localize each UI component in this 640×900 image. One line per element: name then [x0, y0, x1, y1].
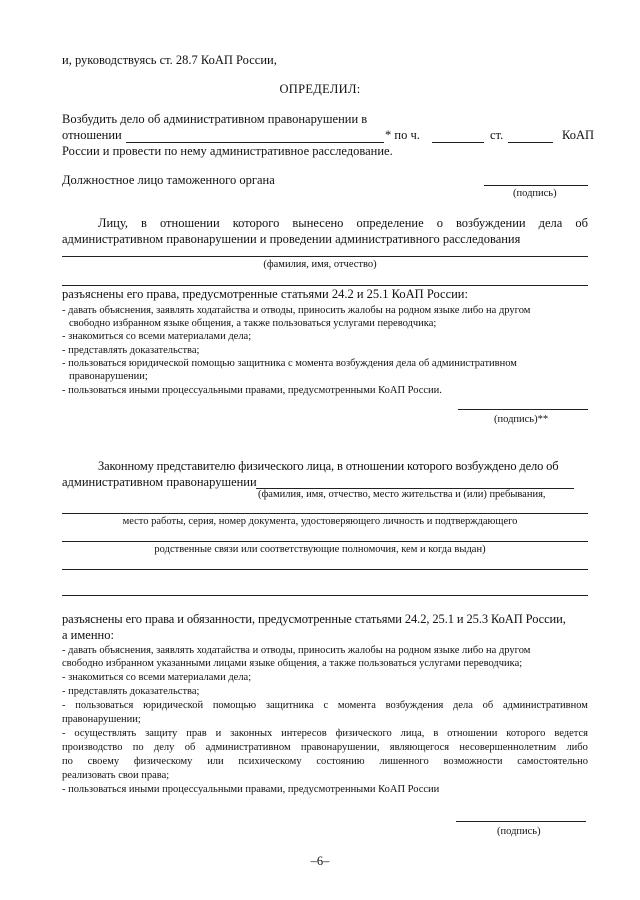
word: пользоваться — [75, 700, 134, 711]
rep-right-5c — [62, 756, 588, 767]
word: состоянию — [316, 756, 365, 767]
word: с — [323, 700, 329, 711]
rep-right-1b: свободно избранном указанными лицами языке общения, а также пользоваться услугами переводчика; — [62, 658, 523, 669]
rep-right-2: - знакомиться со всеми материалами дела; — [62, 672, 252, 683]
initiate-otnoshenii: отношении — [62, 128, 122, 142]
intro-text: и, руководствуясь ст. 28.7 КоАП России, — [62, 53, 277, 67]
person-right-2: - знакомиться со всеми материалами дела; — [62, 331, 252, 342]
word: момента — [337, 700, 376, 711]
rep-right-1a: - давать объяснения, заявлять ходатайства и отводы, приносить жалобы на родном языке либо на другом — [62, 645, 531, 656]
rep-caption-1: (фамилия, имя, отчество, место жительства и (или) пребывания, — [258, 489, 546, 500]
word: отношении — [447, 728, 498, 739]
rep-line-4 — [62, 569, 588, 570]
word: Лицу, — [98, 216, 128, 230]
word: прав — [186, 728, 207, 739]
word: отношении — [159, 216, 220, 230]
person-extra-line — [62, 285, 588, 286]
word: и — [215, 728, 222, 739]
word: вынесено — [292, 216, 344, 230]
word: помощью — [212, 700, 257, 711]
word: несовершеннолетним — [459, 742, 557, 753]
word: дела — [453, 700, 473, 711]
word: об — [575, 216, 588, 230]
word: защитника — [265, 700, 314, 711]
official-signature-caption: (подпись) — [513, 188, 557, 199]
page-heading: ОПРЕДЕЛИЛ: — [279, 82, 361, 96]
rep-signature-line — [456, 821, 586, 822]
word: делу — [153, 742, 175, 753]
word: которого — [506, 728, 546, 739]
word: возбуждения — [385, 700, 444, 711]
word: интересов — [281, 728, 327, 739]
rep-line-5 — [62, 595, 588, 596]
word: законных — [230, 728, 273, 739]
word: дела — [538, 216, 563, 230]
person-right-4b: правонарушении; — [69, 371, 148, 382]
rep-right-4a — [62, 700, 588, 711]
word: по — [132, 742, 144, 753]
rep-line-2 — [62, 513, 588, 514]
word: возможности — [443, 756, 503, 767]
word: либо — [566, 742, 588, 753]
word: возбуждении — [455, 216, 526, 230]
word: по — [62, 756, 73, 767]
part-blank-line — [432, 142, 484, 143]
rep-right-5d: реализовать свои права; — [62, 770, 170, 781]
word: осуществлять — [74, 728, 137, 739]
rep-right-5a — [62, 728, 588, 739]
rep-signature-caption: (подпись) — [497, 826, 541, 837]
word: лица, — [400, 728, 425, 739]
word: своему — [87, 756, 120, 767]
word: административном — [502, 700, 588, 711]
word: или — [207, 756, 224, 767]
word: физического — [335, 728, 392, 739]
word: правонарушении, — [300, 742, 380, 753]
person-paragraph-line-2: административном правонарушении и проведении административного расследования — [62, 232, 521, 246]
initiate-po-ch: * по ч. — [385, 128, 420, 142]
subject-blank-line — [126, 142, 384, 143]
person-right-1b: свободно избранном языке общения, а также пользоваться услугами переводчика; — [69, 318, 437, 329]
rep-paragraph-line-1: Законному представителю физического лица, в отношении которого возбуждено дело об — [98, 459, 559, 473]
word: о — [436, 216, 443, 230]
person-right-4a: - пользоваться юридической помощью защитника с момента возбуждения дела об административном — [62, 358, 517, 369]
person-rights-intro: разъяснены его права, предусмотренные статьями 24.2 и 25.1 КоАП России: — [62, 287, 468, 301]
rep-right-5b — [62, 742, 588, 753]
initiate-line-3: России и провести по нему административное расследование. — [62, 144, 393, 158]
initiate-st: ст. — [490, 128, 504, 142]
word: производство — [62, 742, 123, 753]
word: самостоятельно — [517, 756, 588, 767]
official-signature-line — [484, 185, 588, 186]
word: лишенного — [379, 756, 429, 767]
person-right-1a: - давать объяснения, заявлять ходатайства и отводы, приносить жалобы на родном языке либо на другом — [62, 305, 531, 316]
official-label: Должностное лицо таможенного органа — [62, 173, 275, 187]
rep-caption-3: родственные связи или соответствующие полномочия, кем и когда выдан) — [154, 544, 486, 555]
word: являющегося — [389, 742, 450, 753]
word: юридической — [143, 700, 204, 711]
word: административном — [205, 742, 291, 753]
word: в — [433, 728, 439, 739]
person-right-3: - представлять доказательства; — [62, 345, 200, 356]
word: - — [62, 728, 66, 739]
word: - — [62, 700, 66, 711]
word: защиту — [145, 728, 178, 739]
initiate-koap: КоАП — [562, 128, 595, 142]
person-signature-line — [458, 409, 588, 410]
rep-right-6: - пользоваться иными процессуальными правами, предусмотренными КоАП России — [62, 784, 440, 795]
word: определение — [356, 216, 424, 230]
person-paragraph-line-1 — [98, 216, 588, 231]
article-blank-line — [508, 142, 553, 143]
rep-paragraph-line-2: административном правонарушении — [62, 475, 257, 489]
word: об — [184, 742, 196, 753]
word: психическому — [238, 756, 302, 767]
initiate-line-1: Возбудить дело об административном правонарушении в — [62, 112, 368, 126]
person-fio-caption: (фамилия, имя, отчество) — [263, 259, 377, 270]
word: ведется — [554, 728, 588, 739]
person-right-5: - пользоваться иными процессуальными правами, предусмотренными КоАП России. — [62, 385, 442, 396]
person-signature-caption: (подпись)** — [494, 414, 549, 425]
person-fio-line — [62, 256, 588, 257]
word: об — [482, 700, 494, 711]
rep-rights-intro: разъяснены его права и обязанности, предусмотренные статьями 24.2, 25.1 и 25.3 КоАП России, — [62, 612, 566, 626]
rep-line-3 — [62, 541, 588, 542]
rep-caption-2: место работы, серия, номер документа, удостоверяющего личность и подтверждающего — [122, 516, 518, 527]
word: физическому — [133, 756, 193, 767]
word: в — [141, 216, 147, 230]
rep-right-4b: правонарушении; — [62, 714, 141, 725]
rep-right-3: - представлять доказательства; — [62, 686, 200, 697]
word: которого — [232, 216, 280, 230]
rep-a-imenno: а именно: — [62, 628, 114, 642]
page-number: –6– — [310, 854, 330, 868]
